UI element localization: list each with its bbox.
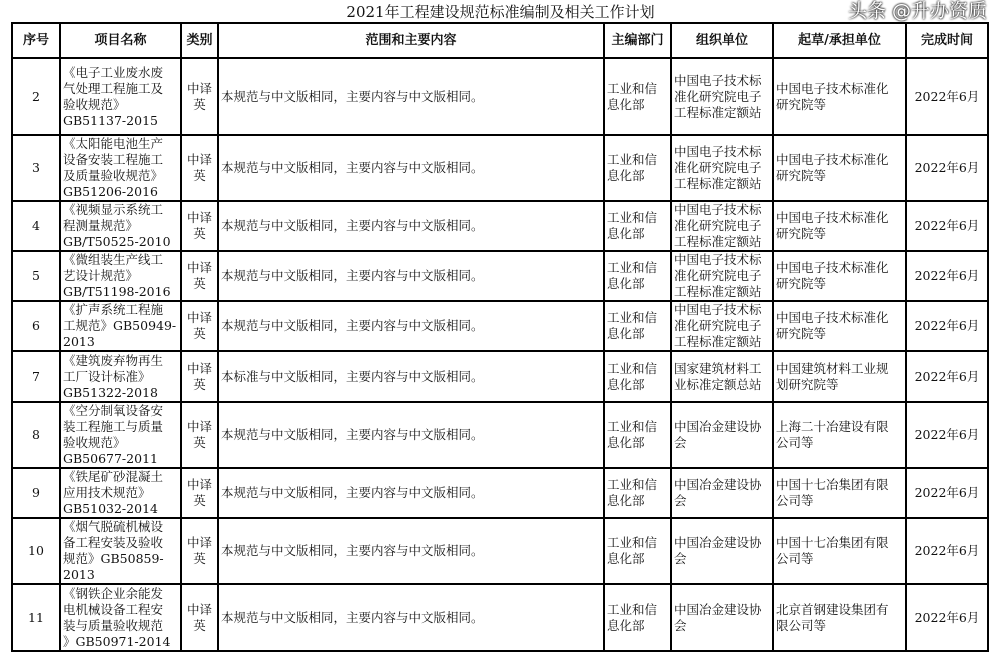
cell-name: 《铁尾矿砂混凝土 应用技术规范》 GB51032-2014 — [60, 468, 181, 518]
cell-seq: 11 — [12, 584, 60, 651]
cell-org: 国家建筑材料工 业标准定额总站 — [671, 351, 773, 402]
header-seq: 序号 — [12, 23, 60, 58]
table-row — [12, 402, 988, 468]
cell-org: 中国电子技术标 准化研究院电子 工程标准定额站 — [671, 58, 773, 135]
cell-deadline: 2022年6月 — [906, 58, 988, 135]
cell-drafter: 中国电子技术标准化 研究院等 — [773, 58, 906, 135]
header-org: 组织单位 — [671, 23, 773, 58]
cell-name: 《建筑废弃物再生 工厂设计标准》 GB51322-2018 — [60, 351, 181, 402]
cell-scope: 本规范与中文版相同，主要内容与中文版相同。 — [218, 58, 604, 135]
cell-name: 《扩声系统工程施 工规范》GB50949- 2013 — [60, 301, 181, 351]
table-row — [12, 201, 988, 251]
cell-dept: 工业和信 息化部 — [604, 468, 671, 518]
cell-name: 《太阳能电池生产 设备安装工程施工 及质量验收规范》 GB51206-2016 — [60, 135, 181, 201]
header-row — [12, 23, 988, 58]
cell-name: 《电子工业废水废 气处理工程施工及 验收规范》 GB51137-2015 — [60, 58, 181, 135]
cell-seq: 3 — [12, 135, 60, 201]
cell-type: 中译 英 — [181, 518, 218, 584]
watermark: 头条 @升办资质 — [847, 0, 987, 22]
cell-org: 中国电子技术标 准化研究院电子 工程标准定额站 — [671, 135, 773, 201]
cell-dept: 工业和信 息化部 — [604, 201, 671, 251]
plan-table — [11, 22, 989, 652]
cell-deadline: 2022年6月 — [906, 135, 988, 201]
cell-scope: 本规范与中文版相同，主要内容与中文版相同。 — [218, 301, 604, 351]
cell-deadline: 2022年6月 — [906, 468, 988, 518]
cell-drafter: 中国建筑材料工业规 划研究院等 — [773, 351, 906, 402]
cell-scope: 本标准与中文版相同，主要内容与中文版相同。 — [218, 351, 604, 402]
table-row — [12, 518, 988, 584]
cell-org: 中国电子技术标 准化研究院电子 工程标准定额站 — [671, 251, 773, 301]
cell-seq: 6 — [12, 301, 60, 351]
header-deadline: 完成时间 — [906, 23, 988, 58]
cell-deadline: 2022年6月 — [906, 301, 988, 351]
header-name: 项目名称 — [60, 23, 181, 58]
table-row — [12, 251, 988, 301]
cell-deadline: 2022年6月 — [906, 251, 988, 301]
cell-org: 中国冶金建设协 会 — [671, 584, 773, 651]
cell-scope: 本规范与中文版相同，主要内容与中文版相同。 — [218, 518, 604, 584]
cell-org: 中国电子技术标 准化研究院电子 工程标准定额站 — [671, 201, 773, 251]
cell-seq: 5 — [12, 251, 60, 301]
cell-deadline: 2022年6月 — [906, 402, 988, 468]
cell-scope: 本规范与中文版相同，主要内容与中文版相同。 — [218, 251, 604, 301]
header-scope: 范围和主要内容 — [218, 23, 604, 58]
header-type: 类别 — [181, 23, 218, 58]
table-row — [12, 58, 988, 135]
cell-drafter: 中国电子技术标准化 研究院等 — [773, 301, 906, 351]
cell-drafter: 北京首钢建设集团有 限公司等 — [773, 584, 906, 651]
page-title: 2021年工程建设规范标准编制及相关工作计划 — [346, 3, 655, 21]
cell-org: 中国冶金建设协 会 — [671, 468, 773, 518]
cell-scope: 本规范与中文版相同，主要内容与中文版相同。 — [218, 402, 604, 468]
cell-drafter: 中国十七冶集团有限 公司等 — [773, 468, 906, 518]
cell-dept: 工业和信 息化部 — [604, 135, 671, 201]
cell-drafter: 中国电子技术标准化 研究院等 — [773, 135, 906, 201]
cell-type: 中译 英 — [181, 135, 218, 201]
header-drafter: 起草/承担单位 — [773, 23, 906, 58]
cell-org: 中国冶金建设协 会 — [671, 402, 773, 468]
cell-type: 中译 英 — [181, 301, 218, 351]
cell-seq: 4 — [12, 201, 60, 251]
cell-seq: 8 — [12, 402, 60, 468]
cell-org: 中国电子技术标 准化研究院电子 工程标准定额站 — [671, 301, 773, 351]
cell-type: 中译 英 — [181, 201, 218, 251]
table-row — [12, 351, 988, 402]
cell-drafter: 中国十七冶集团有限 公司等 — [773, 518, 906, 584]
cell-dept: 工业和信 息化部 — [604, 584, 671, 651]
cell-drafter: 上海二十冶建设有限 公司等 — [773, 402, 906, 468]
cell-dept: 工业和信 息化部 — [604, 301, 671, 351]
cell-drafter: 中国电子技术标准化 研究院等 — [773, 251, 906, 301]
header-dept: 主编部门 — [604, 23, 671, 58]
cell-org: 中国冶金建设协 会 — [671, 518, 773, 584]
cell-name: 《微组装生产线工 艺设计规范》 GB/T51198-2016 — [60, 251, 181, 301]
cell-name: 《空分制氧设备安 装工程施工与质量 验收规范》 GB50677-2011 — [60, 402, 181, 468]
cell-name: 《钢铁企业余能发 电机械设备工程安 装与质量验收规范 》GB50971-2014 — [60, 584, 181, 651]
cell-drafter: 中国电子技术标准化 研究院等 — [773, 201, 906, 251]
cell-scope: 本规范与中文版相同，主要内容与中文版相同。 — [218, 135, 604, 201]
cell-scope: 本规范与中文版相同，主要内容与中文版相同。 — [218, 468, 604, 518]
cell-deadline: 2022年6月 — [906, 351, 988, 402]
cell-dept: 工业和信 息化部 — [604, 351, 671, 402]
cell-seq: 10 — [12, 518, 60, 584]
cell-seq: 7 — [12, 351, 60, 402]
cell-dept: 工业和信 息化部 — [604, 251, 671, 301]
cell-type: 中译 英 — [181, 584, 218, 651]
table-row — [12, 135, 988, 201]
cell-deadline: 2022年6月 — [906, 201, 988, 251]
cell-type: 中译 英 — [181, 351, 218, 402]
cell-scope: 本规范与中文版相同，主要内容与中文版相同。 — [218, 201, 604, 251]
cell-dept: 工业和信 息化部 — [604, 518, 671, 584]
table-row — [12, 468, 988, 518]
cell-type: 中译 英 — [181, 58, 218, 135]
table-row — [12, 584, 988, 651]
cell-seq: 9 — [12, 468, 60, 518]
cell-deadline: 2022年6月 — [906, 518, 988, 584]
cell-type: 中译 英 — [181, 468, 218, 518]
cell-type: 中译 英 — [181, 402, 218, 468]
cell-deadline: 2022年6月 — [906, 584, 988, 651]
table-row — [12, 301, 988, 351]
cell-name: 《视频显示系统工 程测量规范》 GB/T50525-2010 — [60, 201, 181, 251]
cell-scope: 本规范与中文版相同，主要内容与中文版相同。 — [218, 584, 604, 651]
cell-dept: 工业和信 息化部 — [604, 402, 671, 468]
cell-seq: 2 — [12, 58, 60, 135]
cell-dept: 工业和信 息化部 — [604, 58, 671, 135]
cell-type: 中译 英 — [181, 251, 218, 301]
cell-name: 《烟气脱硫机械设 备工程安装及验收 规范》GB50859- 2013 — [60, 518, 181, 584]
